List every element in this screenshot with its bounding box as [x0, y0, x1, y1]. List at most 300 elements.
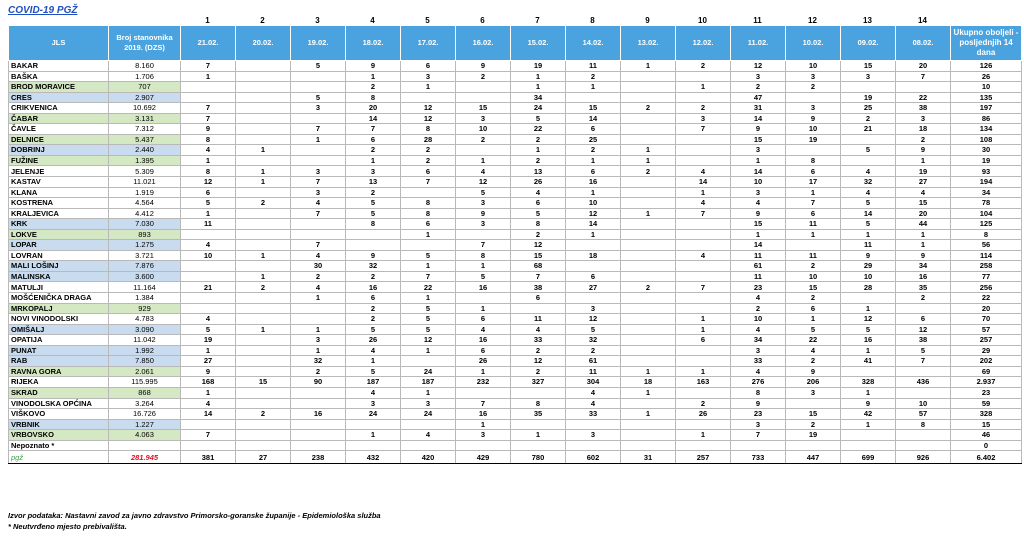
daily-cases-cell: 5 — [841, 324, 896, 335]
total-cases-cell: 135 — [951, 92, 1022, 103]
daily-cases-cell: 12 — [896, 324, 951, 335]
daily-cases-cell: 15 — [731, 219, 786, 230]
daily-cases-cell — [456, 387, 511, 398]
municipality-name: MATULJI — [9, 282, 109, 293]
daily-cases-cell: 3 — [291, 103, 346, 114]
population-cell: 16.726 — [109, 409, 181, 420]
daily-cases-cell: 7 — [786, 198, 841, 209]
daily-cases-cell — [621, 219, 676, 230]
daily-cases-cell: 1 — [401, 293, 456, 304]
daily-cases-cell: 1 — [401, 229, 456, 240]
table-row — [9, 345, 1022, 356]
population-cell: 2.061 — [109, 366, 181, 377]
daily-cases-cell: 13 — [346, 177, 401, 188]
daily-cases-cell: 15 — [511, 250, 566, 261]
daily-cases-cell: 1 — [786, 229, 841, 240]
daily-cases-cell: 5 — [346, 366, 401, 377]
daily-cases-cell — [786, 440, 841, 451]
municipality-name: CRES — [9, 92, 109, 103]
daily-cases-cell: 10 — [731, 177, 786, 188]
table-row — [9, 124, 1022, 135]
daily-cases-cell — [346, 229, 401, 240]
daily-cases-cell: 4 — [346, 345, 401, 356]
daily-cases-cell: 27 — [566, 282, 621, 293]
daily-cases-cell: 3 — [896, 113, 951, 124]
daily-cases-cell: 14 — [731, 240, 786, 251]
municipality-name: MRKOPALJ — [9, 303, 109, 314]
daily-cases-cell — [291, 419, 346, 430]
daily-cases-cell: 1 — [291, 324, 346, 335]
daily-cases-cell: 7 — [181, 430, 236, 441]
daily-cases-cell — [346, 240, 401, 251]
daily-cases-cell: 35 — [896, 282, 951, 293]
municipality-name: KRALJEVICA — [9, 208, 109, 219]
daily-cases-cell: 18 — [621, 377, 676, 388]
municipality-name: RAB — [9, 356, 109, 367]
daily-cases-cell — [236, 103, 291, 114]
daily-cases-cell: 6 — [181, 187, 236, 198]
daily-cases-cell: 5 — [841, 219, 896, 230]
daily-cases-cell: 4 — [566, 387, 621, 398]
daily-cases-cell: 1 — [346, 430, 401, 441]
daily-cases-cell: 14 — [731, 113, 786, 124]
daily-cases-cell: 9 — [896, 145, 951, 156]
daily-cases-cell: 12 — [401, 335, 456, 346]
daily-cases-cell: 2 — [291, 366, 346, 377]
daily-cases-cell: 1 — [676, 324, 731, 335]
daily-cases-cell: 5 — [896, 345, 951, 356]
daily-cases-cell — [236, 356, 291, 367]
daily-cases-cell — [621, 71, 676, 82]
daily-cases-cell: 38 — [511, 282, 566, 293]
total-cases-cell: 69 — [951, 366, 1022, 377]
header-date: 08.02. — [896, 26, 951, 61]
daily-cases-cell: 4 — [181, 145, 236, 156]
daily-cases-cell: 2 — [841, 113, 896, 124]
daily-cases-cell: 4 — [566, 398, 621, 409]
daily-cases-cell: 1 — [401, 387, 456, 398]
daily-cases-cell: 1 — [841, 419, 896, 430]
daily-cases-cell: 14 — [731, 166, 786, 177]
population-cell: 7.030 — [109, 219, 181, 230]
daily-cases-cell: 1 — [676, 430, 731, 441]
daily-cases-cell: 3 — [731, 345, 786, 356]
daily-cases-cell — [621, 324, 676, 335]
daily-cases-cell: 19 — [896, 166, 951, 177]
sum-daily-cell: 31 — [621, 451, 676, 464]
daily-cases-cell: 8 — [346, 92, 401, 103]
table-row — [9, 293, 1022, 304]
daily-cases-cell: 1 — [181, 208, 236, 219]
column-number: 2 — [260, 16, 265, 25]
daily-cases-cell: 4 — [181, 240, 236, 251]
table-row — [9, 409, 1022, 420]
daily-cases-cell: 1 — [511, 430, 566, 441]
daily-cases-cell: 8 — [401, 124, 456, 135]
daily-cases-cell: 32 — [291, 356, 346, 367]
daily-cases-cell — [401, 240, 456, 251]
daily-cases-cell: 1 — [236, 177, 291, 188]
daily-cases-cell: 4 — [511, 324, 566, 335]
daily-cases-cell: 6 — [511, 293, 566, 304]
total-cases-cell: 46 — [951, 430, 1022, 441]
daily-cases-cell: 8 — [896, 419, 951, 430]
table-row — [9, 282, 1022, 293]
daily-cases-cell: 3 — [676, 113, 731, 124]
daily-cases-cell — [621, 314, 676, 325]
daily-cases-cell — [236, 71, 291, 82]
daily-cases-cell — [236, 229, 291, 240]
daily-cases-cell — [621, 303, 676, 314]
municipality-name: ČAVLE — [9, 124, 109, 135]
daily-cases-cell — [236, 293, 291, 304]
population-cell: 929 — [109, 303, 181, 314]
daily-cases-cell: 24 — [346, 409, 401, 420]
total-cases-cell: 34 — [951, 187, 1022, 198]
table-row — [9, 387, 1022, 398]
daily-cases-cell — [291, 82, 346, 93]
daily-cases-cell: 1 — [566, 229, 621, 240]
daily-cases-cell — [621, 271, 676, 282]
daily-cases-cell: 7 — [401, 177, 456, 188]
daily-cases-cell — [676, 134, 731, 145]
daily-cases-cell — [676, 345, 731, 356]
population-cell: 7.850 — [109, 356, 181, 367]
daily-cases-cell — [236, 398, 291, 409]
daily-cases-cell: 2 — [676, 398, 731, 409]
total-cases-cell: 104 — [951, 208, 1022, 219]
daily-cases-cell: 16 — [456, 282, 511, 293]
table-row — [9, 187, 1022, 198]
daily-cases-cell — [291, 314, 346, 325]
daily-cases-cell — [181, 229, 236, 240]
table-row — [9, 92, 1022, 103]
daily-cases-cell: 10 — [786, 124, 841, 135]
daily-cases-cell: 1 — [456, 155, 511, 166]
sum-daily-cell: 780 — [511, 451, 566, 464]
daily-cases-cell: 10 — [786, 271, 841, 282]
daily-cases-cell: 1 — [786, 314, 841, 325]
daily-cases-cell: 11 — [181, 219, 236, 230]
daily-cases-cell: 6 — [456, 314, 511, 325]
daily-cases-cell: 5 — [456, 187, 511, 198]
daily-cases-cell: 1 — [401, 345, 456, 356]
total-cases-cell: 56 — [951, 240, 1022, 251]
municipality-name: KASTAV — [9, 177, 109, 188]
table-row — [9, 145, 1022, 156]
daily-cases-cell: 6 — [401, 166, 456, 177]
daily-cases-cell — [291, 440, 346, 451]
municipality-name: LOKVE — [9, 229, 109, 240]
daily-cases-cell: 14 — [841, 208, 896, 219]
daily-cases-cell: 2 — [401, 155, 456, 166]
daily-cases-cell: 11 — [841, 240, 896, 251]
daily-cases-cell — [566, 240, 621, 251]
daily-cases-cell: 6 — [566, 166, 621, 177]
column-number: 8 — [590, 16, 595, 25]
covid-table — [8, 25, 1022, 464]
municipality-name: FUŽINE — [9, 155, 109, 166]
total-cases-cell: 256 — [951, 282, 1022, 293]
population-cell: 3.721 — [109, 250, 181, 261]
sum-label: pgž — [9, 451, 109, 464]
daily-cases-cell: 4 — [456, 166, 511, 177]
daily-cases-cell: 2 — [346, 82, 401, 93]
daily-cases-cell: 5 — [841, 145, 896, 156]
daily-cases-cell: 16 — [896, 271, 951, 282]
daily-cases-cell: 14 — [566, 113, 621, 124]
daily-cases-cell: 11 — [731, 250, 786, 261]
daily-cases-cell — [456, 145, 511, 156]
total-cases-cell: 86 — [951, 113, 1022, 124]
daily-cases-cell: 8 — [786, 155, 841, 166]
municipality-name: LOVRAN — [9, 250, 109, 261]
table-row — [9, 356, 1022, 367]
daily-cases-cell — [236, 113, 291, 124]
daily-cases-cell: 14 — [346, 113, 401, 124]
daily-cases-cell: 7 — [731, 430, 786, 441]
population-cell: 707 — [109, 82, 181, 93]
daily-cases-cell — [621, 177, 676, 188]
daily-cases-cell: 15 — [731, 134, 786, 145]
daily-cases-cell — [511, 419, 566, 430]
daily-cases-cell — [401, 187, 456, 198]
daily-cases-cell: 19 — [786, 134, 841, 145]
daily-cases-cell: 1 — [841, 387, 896, 398]
population-cell: 10.692 — [109, 103, 181, 114]
daily-cases-cell: 1 — [511, 82, 566, 93]
daily-cases-cell — [896, 440, 951, 451]
daily-cases-cell: 22 — [401, 282, 456, 293]
daily-cases-cell: 11 — [566, 366, 621, 377]
municipality-name: LOPAR — [9, 240, 109, 251]
table-row — [9, 366, 1022, 377]
daily-cases-cell: 5 — [456, 271, 511, 282]
daily-cases-cell: 6 — [346, 134, 401, 145]
daily-cases-cell: 1 — [346, 71, 401, 82]
population-cell: 7.312 — [109, 124, 181, 135]
daily-cases-cell: 16 — [566, 177, 621, 188]
daily-cases-cell — [291, 113, 346, 124]
municipality-name: VIŠKOVO — [9, 409, 109, 420]
daily-cases-cell — [291, 219, 346, 230]
daily-cases-cell: 6 — [346, 293, 401, 304]
daily-cases-cell: 2 — [731, 303, 786, 314]
daily-cases-cell: 16 — [291, 409, 346, 420]
daily-cases-cell: 9 — [181, 366, 236, 377]
daily-cases-cell — [676, 293, 731, 304]
daily-cases-cell: 33 — [511, 335, 566, 346]
sum-daily-cell: 432 — [346, 451, 401, 464]
daily-cases-cell: 1 — [291, 134, 346, 145]
daily-cases-cell — [566, 440, 621, 451]
sum-daily-cell: 27 — [236, 451, 291, 464]
municipality-name: VRBNIK — [9, 419, 109, 430]
population-cell: 4.783 — [109, 314, 181, 325]
daily-cases-cell: 7 — [181, 113, 236, 124]
municipality-name: BROD MORAVICE — [9, 82, 109, 93]
daily-cases-cell — [841, 82, 896, 93]
daily-cases-cell: 12 — [841, 314, 896, 325]
total-cases-cell: 20 — [951, 303, 1022, 314]
daily-cases-cell: 11 — [786, 219, 841, 230]
total-cases-cell: 23 — [951, 387, 1022, 398]
total-cases-cell: 108 — [951, 134, 1022, 145]
daily-cases-cell: 4 — [511, 187, 566, 198]
daily-cases-cell: 1 — [841, 229, 896, 240]
daily-cases-cell: 34 — [731, 335, 786, 346]
daily-cases-cell: 30 — [291, 261, 346, 272]
daily-cases-cell: 3 — [291, 187, 346, 198]
daily-cases-cell: 2 — [236, 198, 291, 209]
daily-cases-cell: 3 — [786, 103, 841, 114]
daily-cases-cell: 3 — [456, 113, 511, 124]
daily-cases-cell: 3 — [291, 166, 346, 177]
daily-cases-cell: 1 — [236, 145, 291, 156]
daily-cases-cell: 5 — [841, 198, 896, 209]
daily-cases-cell: 26 — [511, 177, 566, 188]
daily-cases-cell — [236, 261, 291, 272]
daily-cases-cell: 15 — [456, 103, 511, 114]
daily-cases-cell: 2 — [511, 229, 566, 240]
daily-cases-cell — [291, 398, 346, 409]
daily-cases-cell: 3 — [841, 71, 896, 82]
daily-cases-cell — [621, 198, 676, 209]
daily-cases-cell: 4 — [786, 345, 841, 356]
daily-cases-cell: 14 — [181, 409, 236, 420]
daily-cases-cell: 61 — [731, 261, 786, 272]
daily-cases-cell: 7 — [291, 208, 346, 219]
municipality-name: BAŠKA — [9, 71, 109, 82]
daily-cases-cell: 5 — [401, 314, 456, 325]
daily-cases-cell: 12 — [731, 61, 786, 72]
daily-cases-cell: 2 — [511, 366, 566, 377]
daily-cases-cell: 4 — [676, 250, 731, 261]
daily-cases-cell: 7 — [346, 124, 401, 135]
daily-cases-cell: 47 — [731, 92, 786, 103]
daily-cases-cell: 6 — [786, 208, 841, 219]
table-row — [9, 271, 1022, 282]
daily-cases-cell: 7 — [181, 61, 236, 72]
daily-cases-cell: 5 — [181, 324, 236, 335]
daily-cases-cell: 19 — [841, 92, 896, 103]
header-date: 11.02. — [731, 26, 786, 61]
daily-cases-cell: 1 — [621, 409, 676, 420]
daily-cases-cell — [456, 229, 511, 240]
municipality-name: RAVNA GORA — [9, 366, 109, 377]
municipality-name: VRBOVSKO — [9, 430, 109, 441]
daily-cases-cell: 14 — [676, 177, 731, 188]
daily-cases-cell — [291, 303, 346, 314]
daily-cases-cell: 7 — [456, 240, 511, 251]
daily-cases-cell — [236, 82, 291, 93]
daily-cases-cell: 276 — [731, 377, 786, 388]
daily-cases-cell: 1 — [291, 345, 346, 356]
sum-daily-cell: 238 — [291, 451, 346, 464]
daily-cases-cell: 8 — [346, 219, 401, 230]
daily-cases-cell — [456, 293, 511, 304]
daily-cases-cell — [896, 303, 951, 314]
daily-cases-cell: 10 — [456, 124, 511, 135]
daily-cases-cell — [456, 92, 511, 103]
table-header-row — [9, 26, 1022, 61]
population-cell: 3.131 — [109, 113, 181, 124]
daily-cases-cell — [621, 113, 676, 124]
daily-cases-cell: 1 — [401, 261, 456, 272]
daily-cases-cell: 3 — [731, 71, 786, 82]
total-cases-cell: 125 — [951, 219, 1022, 230]
total-cases-cell: 126 — [951, 61, 1022, 72]
daily-cases-cell: 6 — [896, 314, 951, 325]
population-cell: 893 — [109, 229, 181, 240]
municipality-name: ČABAR — [9, 113, 109, 124]
daily-cases-cell: 6 — [511, 198, 566, 209]
table-row — [9, 324, 1022, 335]
population-cell: 11.164 — [109, 282, 181, 293]
daily-cases-cell — [291, 229, 346, 240]
daily-cases-cell: 5 — [511, 208, 566, 219]
daily-cases-cell — [456, 82, 511, 93]
daily-cases-cell — [511, 303, 566, 314]
daily-cases-cell: 2 — [676, 61, 731, 72]
daily-cases-cell: 2 — [346, 187, 401, 198]
daily-cases-cell — [236, 366, 291, 377]
daily-cases-cell: 5 — [181, 198, 236, 209]
daily-cases-cell: 4 — [731, 293, 786, 304]
daily-cases-cell: 8 — [511, 219, 566, 230]
daily-cases-cell: 3 — [291, 335, 346, 346]
daily-cases-cell — [676, 419, 731, 430]
daily-cases-cell: 12 — [511, 240, 566, 251]
daily-cases-cell — [896, 82, 951, 93]
population-cell: 1.919 — [109, 187, 181, 198]
daily-cases-cell: 168 — [181, 377, 236, 388]
daily-cases-cell: 9 — [731, 208, 786, 219]
daily-cases-cell: 232 — [456, 377, 511, 388]
daily-cases-cell: 25 — [566, 134, 621, 145]
daily-cases-cell: 6 — [786, 303, 841, 314]
daily-cases-cell: 4 — [731, 198, 786, 209]
table-row — [9, 113, 1022, 124]
daily-cases-cell: 44 — [896, 219, 951, 230]
daily-cases-cell: 12 — [566, 208, 621, 219]
daily-cases-cell: 1 — [181, 155, 236, 166]
daily-cases-cell: 28 — [401, 134, 456, 145]
daily-cases-cell: 1 — [566, 82, 621, 93]
population-cell: 1.227 — [109, 419, 181, 430]
footnote: * Neutvrđeno mjesto prebivališta. — [8, 522, 127, 531]
daily-cases-cell: 12 — [181, 177, 236, 188]
table-row — [9, 155, 1022, 166]
daily-cases-cell — [236, 419, 291, 430]
municipality-name: JELENJE — [9, 166, 109, 177]
daily-cases-cell: 2 — [566, 145, 621, 156]
daily-cases-cell: 1 — [456, 303, 511, 314]
daily-cases-cell: 9 — [346, 61, 401, 72]
daily-cases-cell: 1 — [676, 187, 731, 198]
daily-cases-cell — [181, 440, 236, 451]
daily-cases-cell — [401, 440, 456, 451]
daily-cases-cell: 1 — [236, 166, 291, 177]
daily-cases-cell — [621, 92, 676, 103]
daily-cases-cell — [346, 440, 401, 451]
daily-cases-cell: 19 — [181, 335, 236, 346]
daily-cases-cell: 13 — [511, 166, 566, 177]
daily-cases-cell — [896, 366, 951, 377]
daily-cases-cell: 1 — [181, 387, 236, 398]
total-cases-cell: 257 — [951, 335, 1022, 346]
daily-cases-cell: 2 — [896, 293, 951, 304]
